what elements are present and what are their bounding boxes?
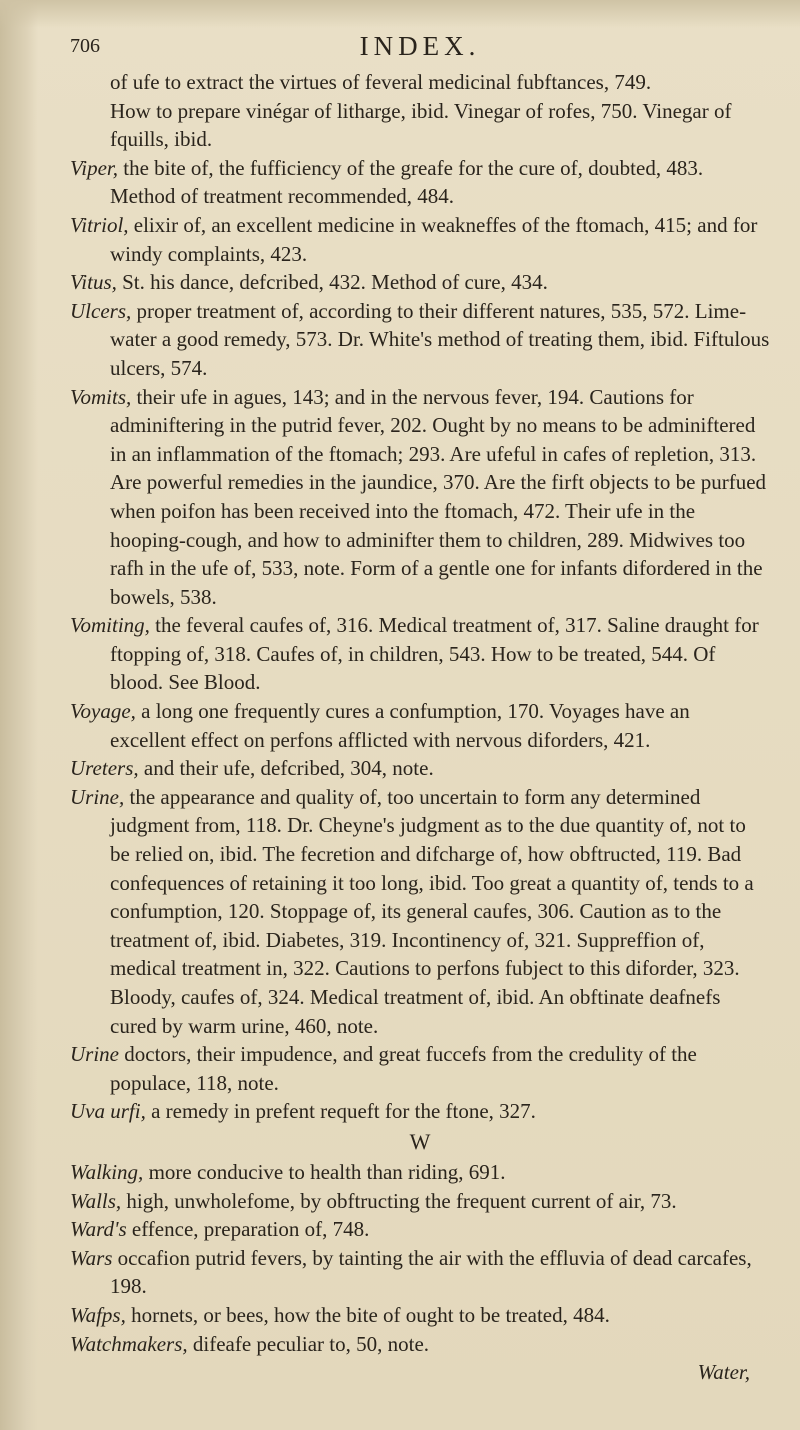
binding-shadow [0,0,38,1430]
index-entry [70,611,770,697]
entry-headword: Voyage, [70,699,136,724]
index-entry [70,783,770,1040]
page-header [70,0,770,64]
index-entry [70,697,770,754]
entry-headword: Vitus, [70,270,117,295]
index-entry [70,1040,770,1097]
running-head: INDEX. [359,31,481,61]
catchword: Water, [697,1360,750,1385]
entry-text: St. his dance, defcribed, 432. Method of cure, 434. [116,270,548,295]
index-entry [70,1097,770,1126]
entry-text: elixir of, an excellent medicine in weakneffes of the ftomach, 415; and for windy complaints, 423. [110,212,758,266]
entry-headword: Uva urfi, [70,1099,146,1124]
index-entry [70,1301,770,1330]
entry-text: and their ufe, defcribed, 304, note. [138,756,434,781]
entry-headword: Walking, [70,1159,144,1184]
index-entry [70,1215,770,1244]
entry-text: high, unwholefome, by obftructing the frequent current of air, 73. [121,1188,677,1213]
entry-text: doctors, their impudence, and great fuccefs from the credulity of the populace, 118, note. [110,1042,697,1095]
entry-text: difeafe peculiar to, 50, note. [187,1331,430,1356]
entry-headword: Ulcers, [70,298,132,323]
entry-text: the appearance and quality of, too uncertain to form any determined judgment from, 118. Dr. Cheyne's judgment as to the due quantity of, not to be relied on, ibid. The fecretion and difcharge of, how obftructed, 119. Bad confequences of retaining it too long, ibid. Too great a quantity of, tends to a confumption, 120. Stoppage of, its general caufes, 306. Caution as to the treatment of, ibid. Diabetes, 319. Incontinency of, 321. Suppreffion of, medical treatment in, 322. Cautions to perfons fubject to this diforder, 323. Bloody, caufes of, 324. Medical treatment of, ibid. An obftinate deafnefs cured by warm urine, 460, note. [110,784,754,1038]
index-entry [70,154,770,211]
entry-text: their ufe in agues, 143; and in the nervous fever, 194. Cautions for adminiftering in the putrid fever, 202. Ought by no means to be adminiftered in an inflammation of the ftomach; 293. Are ufeful in cafes of repletion, 313. Are powerful remedies in the jaundice, 370. Are the firft objects to be purfued when poifon has been received into the ftomach, 472. Their ufe in the hooping-cough, and how to adminifter them to children, 289. Midwives too rafh in the ufe of, 533, note. Form of a gentle one for infants difordered in the bowels, 538. [110,384,767,609]
entry-headword: Watchmakers, [70,1331,188,1356]
index-entry [70,754,770,783]
entry-text: proper treatment of, according to their different natures, 535, 572. Lime-water a good remedy, 573. Dr. White's method of treating them, ibid. Fiftulous ulcers, 574. [110,298,770,380]
entry-headword: Vomits, [70,384,132,409]
entry-text: How to prepare vinégar of litharge, ibid. Vinegar of rofes, 750. Vinegar of fquills, ibid. [110,98,732,152]
entry-headword: Ureters, [70,756,139,781]
entry-headword: Urine [70,1042,119,1067]
section-letter: W [409,1128,431,1154]
entry-headword: Urine, [70,784,125,809]
index-entry [70,383,770,612]
index-entry [70,68,770,97]
entry-headword: Vitriol, [70,212,129,237]
entry-headword: Viper, [70,155,119,180]
index-entry [70,97,770,154]
entry-headword: Vomiting, [70,613,150,638]
index-entry [70,1187,770,1216]
entries-group-v-u [70,68,770,1126]
entry-text: the feveral caufes of, 316. Medical treatment of, 317. Saline draught for ftopping of, 318. Caufes of, in children, 543. How to be treated, 544. Of blood. See Blood. [110,613,759,695]
index-entry [70,297,770,383]
entry-text: the bite of, the fufficiency of the greafe for the cure of, doubted, 483. Method of treatment recommended, 484. [110,155,704,209]
entry-text: hornets, or bees, how the bite of ought to be treated, 484. [125,1302,610,1327]
entry-headword: Ward's [70,1217,127,1242]
index-entry [70,1330,770,1359]
entry-headword: Wafps, [70,1302,126,1327]
entry-text: occafion putrid fevers, by tainting the air with the effluvia of dead carcafes, 198. [110,1245,752,1299]
entry-text: a long one frequently cures a confumption, 170. Voyages have an excellent effect on perfons afflicted with nervous diforders, 421. [110,699,690,752]
entry-text: effence, preparation of, 748. [126,1217,370,1242]
entry-headword: Wars [70,1245,113,1270]
index-entry [70,211,770,268]
index-entry [70,1244,770,1301]
page-number: 706 [70,35,100,57]
entry-text: of ufe to extract the virtues of feveral medicinal fubftances, 749. [110,70,652,94]
index-entry [70,1158,770,1187]
entry-text: a remedy in prefent requeft for the ftone, 327. [145,1099,536,1124]
entries-group-w [70,1158,770,1358]
entry-text: more conducive to health than riding, 691. [143,1159,506,1184]
index-entries [70,68,770,1386]
index-entry [70,268,770,297]
entry-headword: Walls, [70,1188,122,1213]
